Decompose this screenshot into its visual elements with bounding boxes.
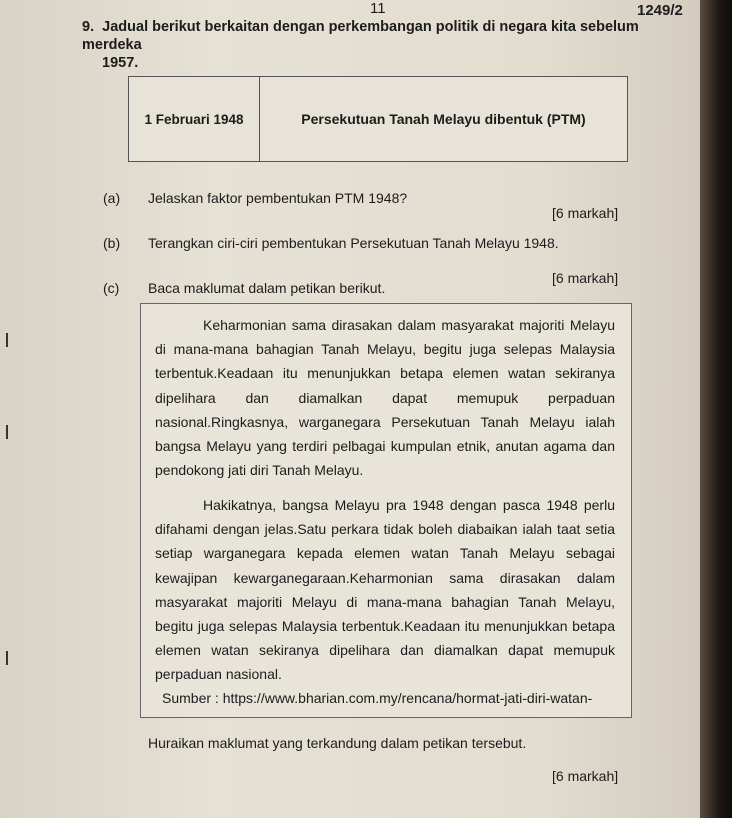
part-b-text: Terangkan ciri-ciri pembentukan Persekutuan Tanah Melayu 1948. (148, 235, 559, 251)
passage-source: Sumber : https://www.bharian.com.my/rencana/hormat-jati-diri-watan- (162, 690, 593, 706)
part-a-label: (a) (103, 190, 121, 206)
margin-mark (0, 333, 8, 347)
stem-line-1: Jadual berikut berkaitan dengan perkembangan politik di negara kita sebelum merdeka (82, 19, 639, 53)
part-a-marks: [6 markah] (552, 205, 619, 221)
table-date-cell: 1 Februari 1948 (129, 77, 260, 161)
stem-line-2: 1957. (102, 55, 139, 71)
part-a-text: Jelaskan faktor pembentukan PTM 1948? (148, 190, 408, 206)
margin-mark (0, 425, 8, 439)
part-c-task: Huraikan maklumat yang terkandung dalam petikan tersebut. (148, 735, 527, 751)
page-number: 11 (370, 0, 386, 17)
part-c-marks: [6 markah] (552, 768, 619, 784)
part-b-marks: [6 markah] (552, 270, 619, 286)
part-b-label: (b) (103, 235, 121, 251)
part-c-text: Baca maklumat dalam petikan berikut. (148, 280, 386, 296)
paper-code: 1249/2 (637, 2, 683, 19)
event-table (128, 76, 628, 162)
passage-p1-text: Keharmonian sama dirasakan dalam masyarakat majoriti Melayu di mana-mana bahagian Tanah Melayu, begitu juga selepas Malaysia terbentuk.Keadaan itu menunjukkan betapa elemen watan sekiranya dipelihara dan diamalkan dapat memupuk perpaduan nasional.Ringkasnya, warganegara Persekutuan Tanah Melayu ialah bangsa Melayu yang terdiri pelbagai kumpulan etnik, anutan agama dan pendokong jati diri Tanah Melayu. (155, 317, 615, 479)
passage-paragraph-1 (155, 313, 615, 482)
table-event-cell: Persekutuan Tanah Melayu dibentuk (PTM) (301, 111, 586, 127)
page-edge-shadow (700, 0, 732, 818)
passage-paragraph-2 (155, 493, 615, 687)
question-stem (82, 18, 682, 72)
part-c-label: (c) (103, 280, 120, 296)
question-number: 9. (82, 19, 95, 35)
passage-p2-text: Hakikatnya, bangsa Melayu pra 1948 dengan pasca 1948 perlu difahami dengan jelas.Satu perkara tidak boleh diabaikan ialah taat setia setiap warganegara kepada elemen watan Tanah Melayu sebagai kewajipan kewarganegaraan.Keharmonian sama dirasakan dalam masyarakat majoriti Melayu di mana-mana bahagian Tanah Melayu, begitu juga selepas Malaysia terbentuk.Keadaan itu menunjukkan betapa elemen watan sekiranya dipelihara dan diamalkan dapat memupuk perpaduan nasional. (155, 497, 615, 683)
margin-mark (0, 651, 8, 665)
